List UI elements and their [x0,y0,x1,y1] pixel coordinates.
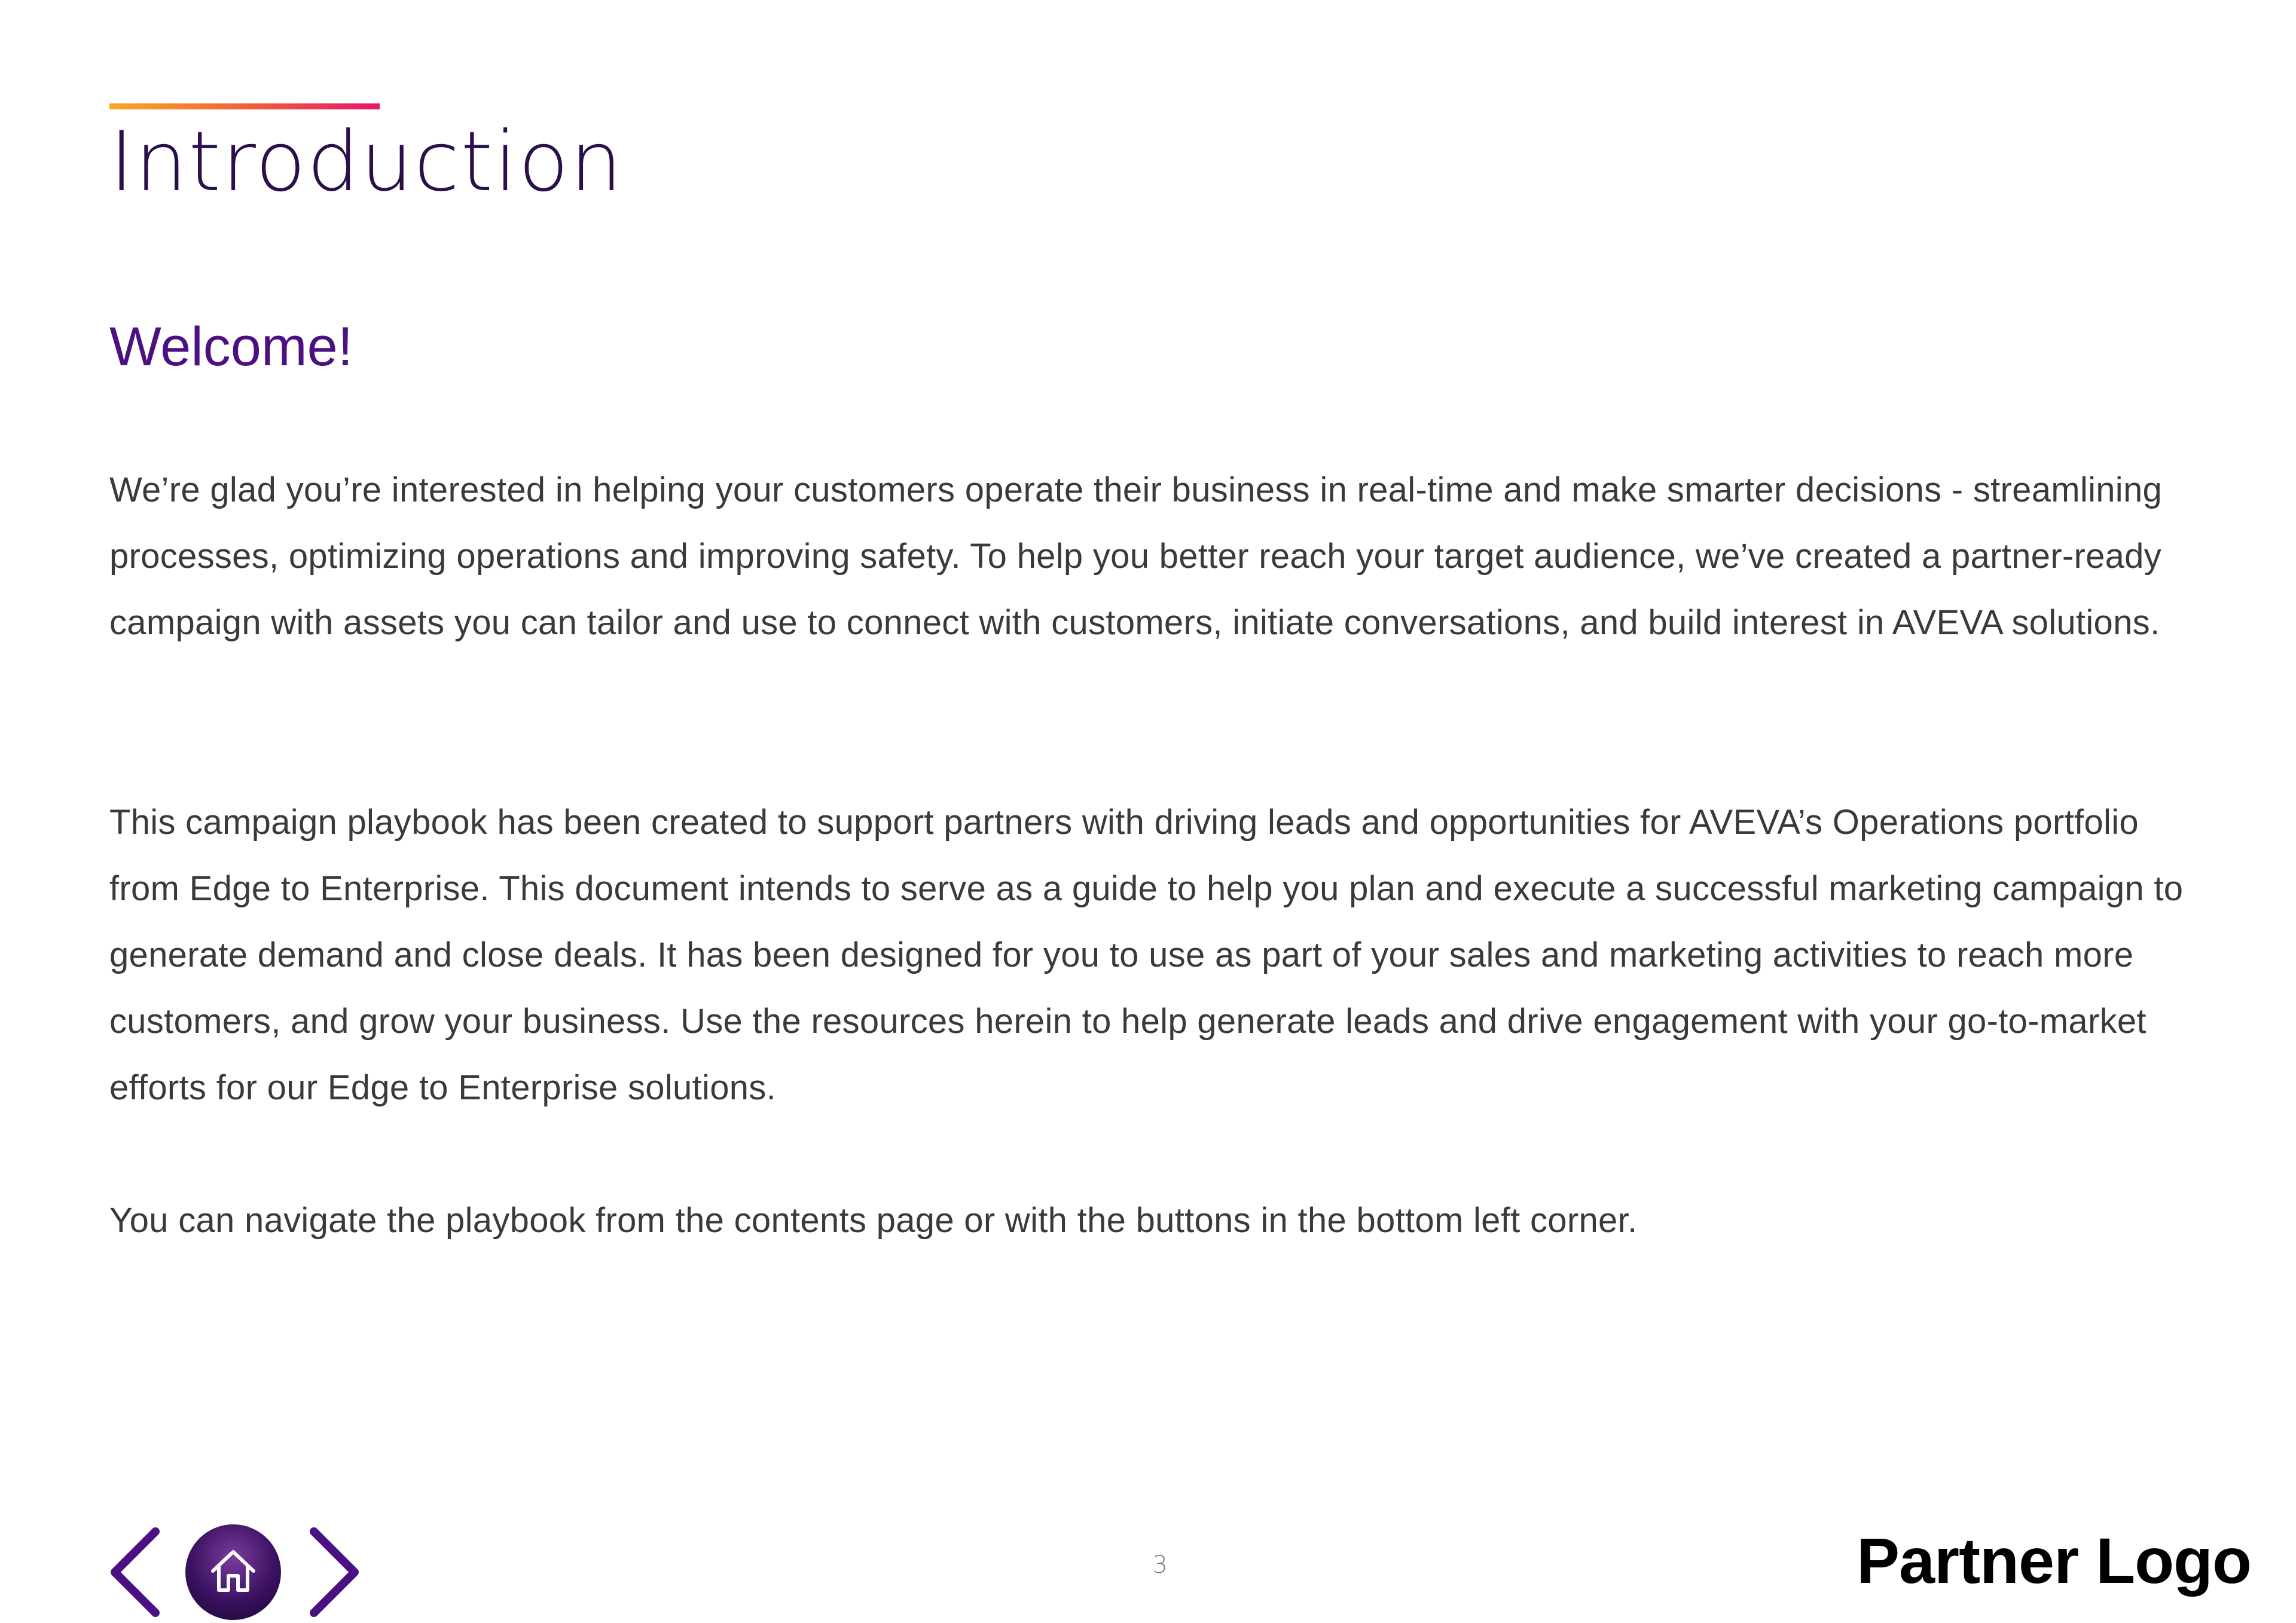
home-button[interactable] [185,1524,281,1620]
chevron-left-icon [108,1524,167,1620]
partner-logo: Partner Logo [1856,1524,2251,1597]
intro-paragraph-2: This campaign playbook has been created to support partners with driving leads and opportunities for AVEVA’s Operations portfolio from Edge to Enterprise. This document intends to serve as a guide to help you plan and execute a successful marketing campaign to generate demand and close deals. It has been designed for you to use as part of your sales and marketing activities to reach more customers, and grow your business. Use the resources herein to help generate leads and drive engagement with your go-to-market efforts for our Edge to Enterprise solutions. [109,803,2184,1107]
next-page-button[interactable] [302,1524,362,1620]
intro-paragraph-1: We’re glad you’re interested in helping your customers operate their business in real-time and make smarter decisions - streamlining processes, optimizing operations and improving safety. To help you better reach your target audience, we’ve created a partner-ready campaign with assets you can tailor and use to connect with customers, initiate conversations, and build interest in AVEVA solutions. [109,470,2163,642]
section-heading: Welcome! [109,316,353,377]
previous-page-button[interactable] [108,1524,167,1620]
page-title: Introduction [109,114,624,210]
title-accent-bar [109,103,380,109]
chevron-right-icon [302,1524,362,1620]
home-icon [208,1546,258,1596]
page-navigation [108,1524,371,1620]
page-number: 3 [1152,1551,1168,1579]
intro-paragraph-3: You can navigate the playbook from the contents page or with the buttons in the bottom left corner. [109,1201,1638,1240]
